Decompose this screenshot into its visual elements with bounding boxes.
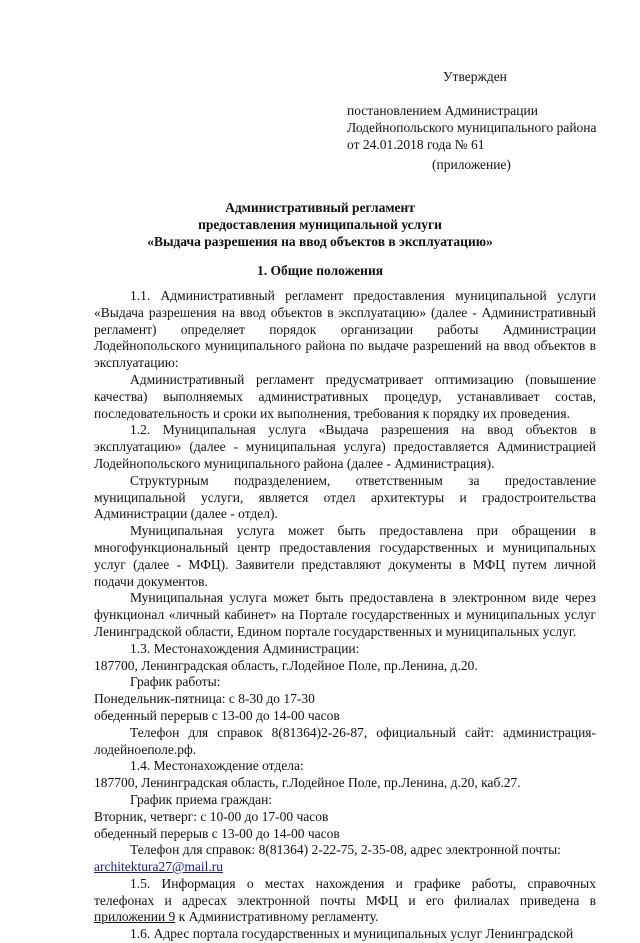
email-line [94, 859, 596, 876]
paragraph-1-5-text-b: к Административному регламенту. [175, 909, 379, 925]
doc-title-line-3: «Выдача разрешения на ввод объектов в эксплуатацию» [147, 234, 493, 249]
paragraph-1-4: 1.4. Местонахождение отдела: [130, 758, 304, 774]
doc-title-line-1: Административный регламент [225, 200, 415, 215]
paragraph-department: Структурным подразделением, ответственным за предоставление муниципальной услуги, является отдел архитектуры и градостроительства Администрации (далее - отдел). [94, 472, 596, 522]
decree-line-1: постановлением Администрации [347, 103, 538, 118]
reception-schedule-label: График приема граждан: [130, 791, 273, 807]
reception-days: Вторник, четверг: с 10-00 до 17-00 часов [94, 808, 329, 824]
paragraph-1-5 [94, 876, 596, 926]
phone-website: Телефон для справок 8(81364)2-26-87, официальный сайт: администрация-лодейноеполе.рф. [94, 724, 596, 757]
section-heading: 1. Общие положения [256, 263, 384, 278]
approved-label: Утвержден [443, 69, 507, 84]
paragraph-1-1: 1.1. Административный регламент предоставления муниципальной услуги «Выдача разрешения на ввод объектов в эксплуатацию» (далее - Административный регламент) определяет порядок организации работы Администрации Лодейнопольского муниципального района по выдаче разрешений на ввод объектов в эксплуатацию: [94, 288, 596, 371]
department-phone: Телефон для справок: 8(81364) 2-22-75, 2-35-08, адрес электронной почты: [130, 842, 561, 858]
email-link[interactable]: architektura27@mail.ru [94, 859, 224, 875]
work-days: Понедельник-пятница: с 8-30 до 17-30 [94, 691, 315, 707]
paragraph-1-2: 1.2. Муниципальная услуга «Выдача разрешения на ввод объектов в эксплуатацию» (далее - муниципальная услуга) предоставляется Администрацией Лодейнопольского муниципального района (далее - Администрация). [94, 422, 596, 471]
reception-lunch: обеденный перерыв с 13-00 до 14-00 часов [94, 825, 340, 841]
paragraph-1-5-text-a: 1.5. Информация о местах нахождения и графике работы, справочных телефонах и адресах электронной почты МФЦ и его филиалах приведена в [94, 875, 596, 908]
paragraph-reglament: Административный регламент предусматривает оптимизацию (повышение качества) выполняемых административных процедур, устанавливает состав, последовательность и сроки их выполнения, требования к порядку их проведения. [94, 371, 596, 421]
document-body [94, 288, 596, 943]
lunch-break: обеденный перерыв с 13-00 до 14-00 часов [94, 707, 340, 723]
paragraph-electronic: Муниципальная услуга может быть предоставлена в электронном виде через функционал «личный кабинет» на Портале государственных и муниципальных услуг Ленинградской области, Едином портале государственных и муниципальных услуг. [94, 590, 596, 639]
paragraph-1-3: 1.3. Местонахождения Администрации: [130, 640, 360, 656]
decree-line-3: от 24.01.2018 года № 61 [347, 137, 485, 152]
decree-line-2: Лодейнопольского муниципального района [347, 120, 597, 135]
paragraph-mfc: Муниципальная услуга может быть предоставлена при обращении в многофункциональный центр предоставления государственных и муниципальных услуг (далее - МФЦ). Заявители представляют документы в МФЦ путем личной подачи документов. [94, 523, 596, 589]
administration-address: 187700, Ленинградская область, г.Лодейное Поле, пр.Ленина, д.20. [94, 657, 478, 673]
doc-title-line-2: предоставления муниципальной услуги [198, 217, 442, 232]
work-schedule-label: График работы: [130, 674, 221, 690]
appendix-9-link[interactable]: приложении 9 [94, 909, 176, 925]
department-address: 187700, Ленинградская область, г.Лодейное Поле, пр.Ленина, д.20, каб.27. [94, 775, 521, 791]
paragraph-1-6: 1.6. Адрес портала государственных и муниципальных услуг Ленинградской [130, 926, 574, 942]
appendix-label: (приложение) [432, 157, 511, 172]
